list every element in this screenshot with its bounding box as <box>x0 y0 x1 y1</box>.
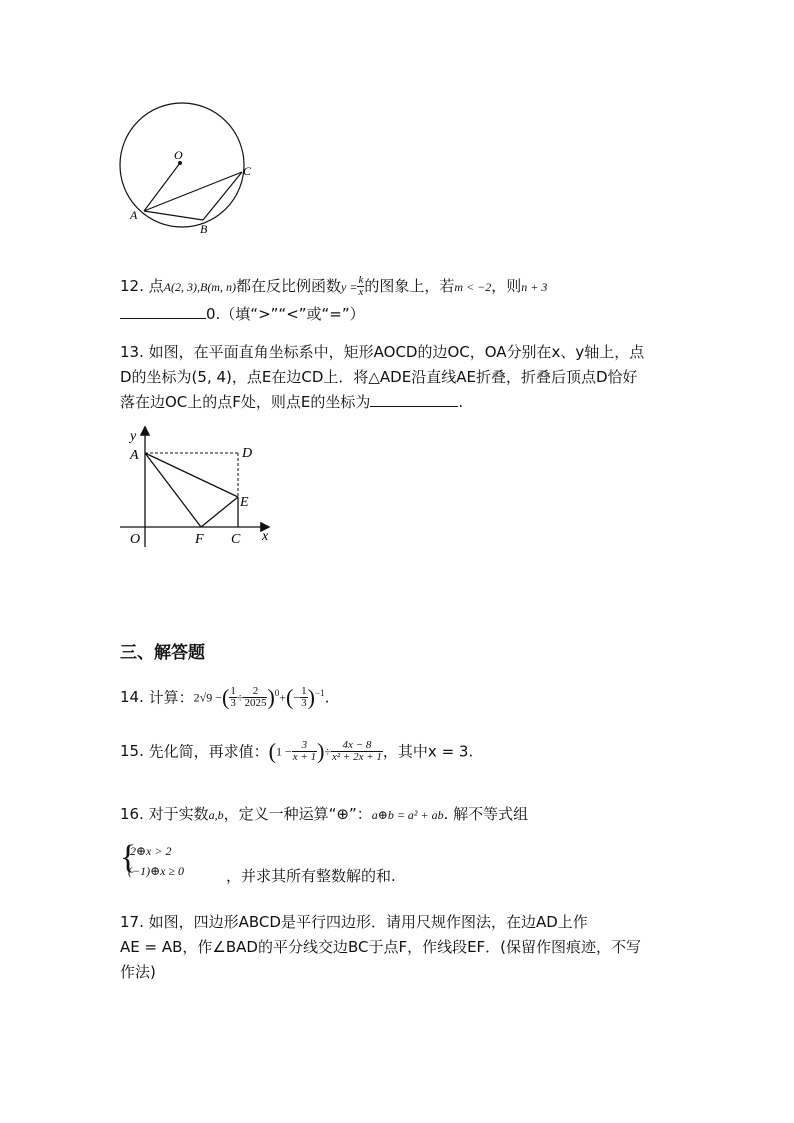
q12-line2 <box>120 304 365 324</box>
q13-line3 <box>120 392 463 412</box>
q15-frac1-num: 3 <box>292 740 317 752</box>
segment-AB <box>144 211 203 220</box>
q14-frac2-den: 2025 <box>244 697 267 709</box>
q14-rparen2: ) <box>307 684 315 710</box>
q14-label: 计算： <box>148 688 194 707</box>
q17-line3 <box>120 962 156 982</box>
label-y: y <box>130 429 137 444</box>
q15-frac2-num: 4x − 8 <box>331 740 383 752</box>
q17-text2: AE = AB，作∠BAD的平分线交边BC于点F，作线段EF．(保留作图痕迹，不写 <box>120 938 642 956</box>
q15-tail: ，其中x = 3. <box>382 742 474 761</box>
q16-system <box>120 839 240 884</box>
q14-line <box>120 683 329 709</box>
q17-line1 <box>120 912 588 932</box>
q12-pointB: B(m, n) <box>199 280 236 294</box>
q15-frac2-den: x² + 2x + 1 <box>332 751 382 763</box>
q12-text4: ，则 <box>491 277 522 295</box>
q14-frac2-num: 2 <box>243 686 267 698</box>
q13-line1 <box>120 342 644 362</box>
q15-frac1-den: x + 1 <box>292 751 317 763</box>
q12-func-den: x <box>358 286 364 298</box>
q14-frac3-den: 3 <box>301 697 307 709</box>
q14-frac2 <box>243 686 267 709</box>
q14-end: . <box>324 688 330 707</box>
label-B: B <box>200 222 208 236</box>
segment-AF <box>145 453 201 527</box>
q12-line1 <box>120 275 547 298</box>
q14-part1: 2√9 − <box>193 690 223 705</box>
q15-div: ÷ <box>324 744 331 759</box>
q15-label: 先化简，再求值： <box>148 742 269 761</box>
q16-text2: ，并求其所有整数解的和. <box>226 867 396 885</box>
q12-text3: 的图象上，若 <box>364 277 455 295</box>
q16-text1c: . 解不等式组 <box>443 805 529 823</box>
q14-frac3-num: 1 <box>301 685 307 697</box>
q12-func-lhs: y = <box>341 280 358 294</box>
label-O: O <box>174 148 183 162</box>
q16-line1 <box>120 804 528 825</box>
q12-comma: , <box>196 280 200 294</box>
q14-rparen: ) <box>267 684 275 710</box>
q15-frac2 <box>331 740 383 763</box>
q12-expr: n + 3 <box>521 280 548 294</box>
q12-text5: 0.（填“>”“<”或“=”） <box>206 305 365 323</box>
q12-pointA: A(2, 3) <box>163 280 197 294</box>
q13-line2 <box>120 367 638 387</box>
q15-number: 15. <box>120 742 144 760</box>
q12-number: 12. <box>120 277 144 295</box>
label-C: C <box>231 532 241 547</box>
q14-frac1-den: 3 <box>230 697 236 709</box>
q15-lparen: ( <box>268 738 276 764</box>
q15-one-minus: 1 − <box>275 744 292 759</box>
q13-text1: 如图，在平面直角坐标系中，矩形AOCD的边OC，OA分别在x、y轴上，点 <box>148 343 645 361</box>
q16-line2 <box>226 866 396 886</box>
q16-text1b: ，定义一种运算“⊕”： <box>223 805 372 823</box>
label-F: F <box>195 532 204 547</box>
segment-AE <box>145 453 238 497</box>
label-E: E <box>240 495 249 510</box>
q16-def: a⊕b = a² + ab <box>371 808 444 822</box>
label-O: O <box>130 532 141 547</box>
q14-exp1: −1 <box>314 688 325 698</box>
q14-frac1-num: 1 <box>230 685 236 697</box>
q14-plus: + <box>279 690 287 705</box>
q16-ineq2: (−1)⊕x ≥ 0 <box>128 864 185 878</box>
label-x: x <box>262 529 269 544</box>
label-A: A <box>130 448 139 463</box>
q13-text2: D的坐标为(5, 4)，点E在边CD上．将△ADE沿直线AE折叠，折叠后顶点D恰好 <box>120 368 638 386</box>
q15-frac1 <box>292 740 317 763</box>
q17-text3: 作法) <box>120 963 156 981</box>
q12-answer-blank[interactable] <box>120 304 206 319</box>
q13-answer-blank[interactable] <box>370 392 458 407</box>
section-heading: 三、解答题 <box>120 643 205 663</box>
q16-vars: a,b <box>208 808 224 822</box>
q17-text1: 如图，四边形ABCD是平行四边形．请用尺规作图法，在边AD上作 <box>148 913 588 931</box>
q14-lparen: ( <box>222 684 230 710</box>
coordinate-figure <box>118 422 288 552</box>
q12-cond: m < −2 <box>454 280 492 294</box>
q15-rparen: ) <box>317 738 325 764</box>
q14-lparen2: ( <box>286 684 294 710</box>
q16-text1a: 对于实数 <box>148 805 209 823</box>
q13-text3: 落在边OC上的点F处，则点E的坐标为 <box>120 393 371 411</box>
label-A: A <box>130 208 138 222</box>
circle-figure <box>110 95 270 240</box>
q16-number: 16. <box>120 805 144 823</box>
segment-FE <box>201 497 238 527</box>
q12-text1: 点 <box>148 277 164 295</box>
q12-text2: 都在反比例函数 <box>235 277 341 295</box>
q14-frac3 <box>300 686 308 709</box>
label-D: D <box>242 446 253 461</box>
q12-func-num: k <box>358 274 364 286</box>
q13-number: 13. <box>120 343 144 361</box>
circle <box>120 103 244 227</box>
q16-ineq1: 2⊕x > 2 <box>130 844 172 858</box>
q17-line2 <box>120 937 641 957</box>
q17-number: 17. <box>120 913 144 931</box>
q16-brace: { <box>120 839 137 876</box>
q14-neg: − <box>293 690 301 705</box>
q14-exp0: 0 <box>274 688 280 698</box>
q14-number: 14. <box>120 688 144 706</box>
q13-end: . <box>458 393 464 411</box>
q14-op: ÷ <box>236 690 244 705</box>
q14-frac1 <box>229 686 237 709</box>
label-C: C <box>243 164 252 178</box>
q15-line <box>120 740 473 763</box>
